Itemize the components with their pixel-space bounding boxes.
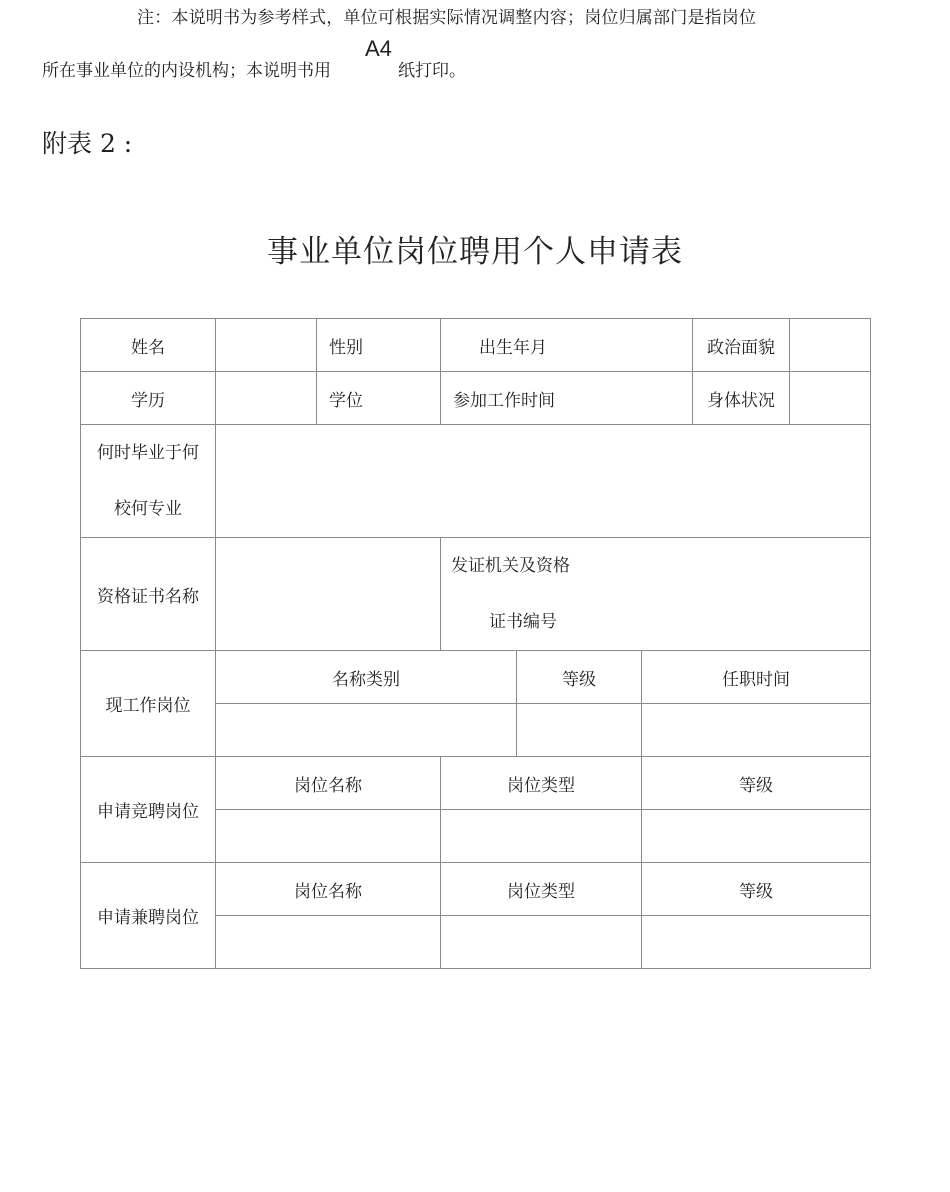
header-level-concurrent: 等级 xyxy=(642,863,871,916)
label-cert-issuer-line2: 证书编号 xyxy=(489,612,557,632)
note-line-1: 注：本说明书为参考样式，单位可根据实际情况调整内容；岗位归属部门是指岗位 xyxy=(137,8,757,28)
header-name-category: 名称类别 xyxy=(216,651,517,704)
field-education[interactable] xyxy=(216,372,317,425)
label-graduation-line2: 校何专业 xyxy=(114,499,182,519)
paper-size: A4 xyxy=(365,36,392,61)
field-health[interactable] xyxy=(790,372,871,425)
header-tenure: 任职时间 xyxy=(642,651,871,704)
label-name: 姓名 xyxy=(81,319,216,372)
label-health: 身体状况 xyxy=(693,372,790,425)
field-compete-post-type[interactable] xyxy=(441,810,642,863)
form-title: 事业单位岗位聘用个人申请表 xyxy=(267,234,683,270)
field-compete-post-name[interactable] xyxy=(216,810,441,863)
field-cert-name[interactable] xyxy=(216,538,441,651)
appendix-label: 附表 2 : xyxy=(42,129,133,158)
label-current-post: 现工作岗位 xyxy=(81,651,216,757)
label-education: 学历 xyxy=(81,372,216,425)
label-apply-concurrent: 申请兼聘岗位 xyxy=(81,863,216,969)
field-current-level[interactable] xyxy=(517,704,642,757)
header-post-name-compete: 岗位名称 xyxy=(216,757,441,810)
label-degree: 学位 xyxy=(317,372,441,425)
field-current-tenure[interactable] xyxy=(642,704,871,757)
header-post-name-concurrent: 岗位名称 xyxy=(216,863,441,916)
field-graduation[interactable] xyxy=(216,425,871,538)
label-birth: 出生年月 xyxy=(441,319,693,372)
note-line-2-end: 纸打印。 xyxy=(398,61,466,81)
label-work-start: 参加工作时间 xyxy=(441,372,693,425)
field-concurrent-post-name[interactable] xyxy=(216,916,441,969)
field-name[interactable] xyxy=(216,319,317,372)
header-level-compete: 等级 xyxy=(642,757,871,810)
label-graduation-line1: 何时毕业于何 xyxy=(97,443,199,463)
header-post-type-concurrent: 岗位类型 xyxy=(441,863,642,916)
label-graduation xyxy=(81,425,216,538)
field-compete-level[interactable] xyxy=(642,810,871,863)
label-cert-issuer xyxy=(441,538,871,651)
header-post-type-compete: 岗位类型 xyxy=(441,757,642,810)
application-form-table xyxy=(80,318,871,969)
field-concurrent-level[interactable] xyxy=(642,916,871,969)
field-current-name-category[interactable] xyxy=(216,704,517,757)
label-apply-compete: 申请竞聘岗位 xyxy=(81,757,216,863)
label-cert-name: 资格证书名称 xyxy=(81,538,216,651)
field-political[interactable] xyxy=(790,319,871,372)
note-line-2: 所在事业单位的内设机构；本说明书用 xyxy=(42,61,331,81)
label-political: 政治面貌 xyxy=(693,319,790,372)
label-cert-issuer-line1: 发证机关及资格 xyxy=(451,556,570,576)
label-gender: 性别 xyxy=(317,319,441,372)
field-concurrent-post-type[interactable] xyxy=(441,916,642,969)
header-level-current: 等级 xyxy=(517,651,642,704)
